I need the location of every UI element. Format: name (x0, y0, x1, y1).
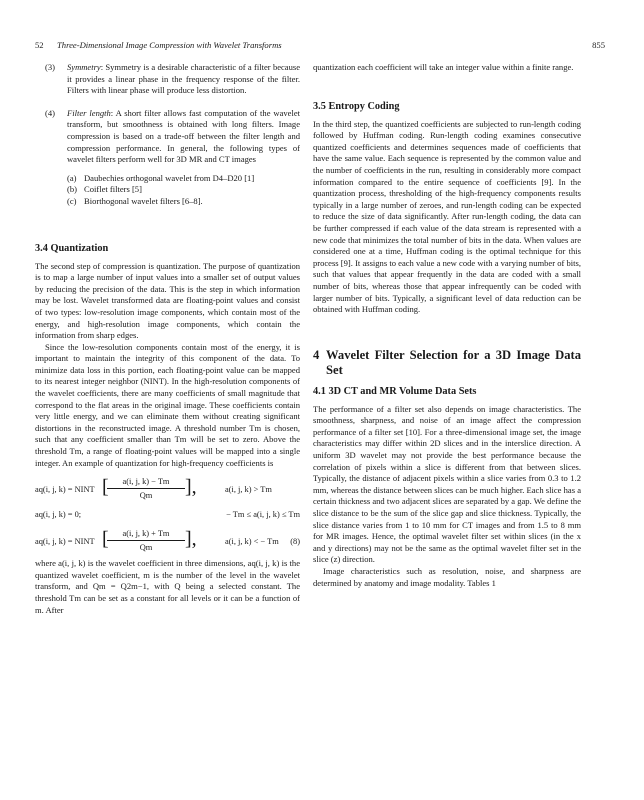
paragraph: Since the low-resolution components contain most of the energy, it is important to maintain the integrity of this component of the data. To minimize data loss in this portion, each floating-point value can be mapped to its nearest integer neighbor (NINT). In the high-resolution components of the wavelet coefficients, there are many coefficients of small magnitude that correspond to the flat areas in the original image. These coefficients contain very little energy, and we can eliminate them without creating significant distortions in the reconstructed image. A threshold number Tm is chosen, such that any coefficient smaller than Tm will be set to zero. Above the threshold Tm, a range of floating-point values will be mapped into a single integer. An example of quantization for high-frequency coefficients is (35, 341, 300, 468)
list-item: (a) Daubechies orthogonal wavelet from D4–D20 [1] (67, 172, 255, 183)
running-title: Three-Dimensional Image Compression with Wavelet Transforms (57, 40, 282, 50)
equation-row: aq(i, j, k) = 0; − Tm ≤ a(i, j, k) ≤ Tm (35, 510, 300, 520)
list-item-filter-length: (4) Filter length: A short filter allows fast computation of the wavelet transform, but smoothness is obtained with long filters. Image compression is based on a trade-off between the filter length and compression performance. In general, the following types of wavelet filters perform well for 3D MR and CT images (45, 107, 300, 165)
paragraph: quantization each coefficient will take an integer value within a finite range. (313, 62, 574, 72)
right-column (313, 62, 581, 589)
chapter-number: 52 (35, 40, 44, 50)
list-item: (c) Biorthogonal wavelet filters [6–8]. (67, 195, 203, 206)
page-number: 855 (592, 40, 605, 50)
equation-number: (8) (290, 537, 300, 547)
paragraph: In the third step, the quantized coefficients are subjected to run-length coding followed by Huffman coding. Run-length coding examines consecutive quantized coefficients and determines sequences made of coefficients that have the same value. Each sequence is represented by the common value and the number of coefficients in the run, resulting in considerably more compact information compared to the entire sequence of coefficients [9]. In the quantization process, thresholding of the high-frequency components results typically in a large number of zeroes, and run-length coding can be expected to reduce the size of data significantly. After run-length coding, the data can be further compressed if each value of the data stream is represented with a new code that minimizes the total number of bits in the data. When values are considered one at a time, Huffman coding is the optimal technique for this process [9]. It assigns to each value a new code with a varying number of bits, such that values that appear frequently in the data are coded with a small number of bits, whereas those that appear infrequently can be coded with larger number of bits. Typically, a significant level of data reduction can be obtained with Huffman coding. (313, 118, 581, 315)
section-heading-wavelet-filter-selection: 4 Wavelet Filter Selection for a 3D Image Data Set (313, 347, 581, 377)
running-header (35, 40, 605, 54)
section-heading-quantization: 3.4 Quantization (35, 242, 109, 254)
paragraph: The second step of compression is quantization. The purpose of quantization is to map a large number of input values into a smaller set of output values by reducing the precision of the data. This is the step in which information may be lost. Wavelet transformed data are floating-point values and consist of two types: low-resolution image components, which contain most of the energy, and high-resolution image components, which contain the information from sharp edges. (35, 260, 300, 341)
section-heading-ct-mr-volume: 4.1 3D CT and MR Volume Data Sets (313, 385, 477, 397)
filter-list (67, 173, 300, 208)
left-column (35, 62, 300, 616)
section-heading-entropy-coding: 3.5 Entropy Coding (313, 100, 400, 112)
equation-row: aq(i, j, k) = NINT [ $\frac{a(i, j, k) - Tm}{Qm}$ ], a(i, j, k) > Tm (35, 476, 272, 500)
paragraph: The performance of a filter set also depends on image characteristics. The smoothness, sharpness, and noise of an image affect the compression performance of a filter set [10]. For a three-dimensional image set, the image characteristics may differ within 2D slices and in the interslice direction. A uniform 3D wavelet may not provide the best performance because the correlation of pixels within a slice is different from that between slices. Typically, the distance of adjacent pixels within a slice varies from 0.3 to 1.2 mm, whereas the distance between slices can be much higher. Each slice has a certain thickness and two adjacent slices are separated by a gap. We define the slice distance to be the sum of the slice gap and slice thickness. Typically, the slice distance varies from 1 to 10 mm for CT images and from 1.5 to 8 mm for MR images. Hence, the optimal wavelet filter set within slices (in the x and y directions) may not be the same as the optimal wavelet filter set in the slice (z) direction. (313, 403, 581, 565)
paragraph: where a(i, j, k) is the wavelet coefficient in three dimensions, aq(i, j, k) is the quantized wavelet coefficient, m is the number of the level in the wavelet transform, and Qm = Q2m−1, with Q being a selected constant. The threshold Tm can be set as a constant for all levels or it can be a function of m. After (35, 558, 300, 615)
paragraph: Image characteristics such as resolution, noise, and sharpness are determined by anatomy and image modality. Tables 1 (313, 566, 581, 588)
list-item: (b) Coiflet filters [5] (67, 184, 142, 195)
equation-row: aq(i, j, k) = NINT [ $\frac{a(i, j, k) + Tm}{Qm}$ ], a(i, j, k) < − Tm (8) (35, 528, 300, 552)
list-item-symmetry: (3) Symmetry: Symmetry is a desirable characteristic of a filter because it provides a linear phase in the frequency response of the filter. Filters with linear phase will produce less distortion. (45, 62, 300, 96)
quantization-equation (35, 476, 300, 554)
